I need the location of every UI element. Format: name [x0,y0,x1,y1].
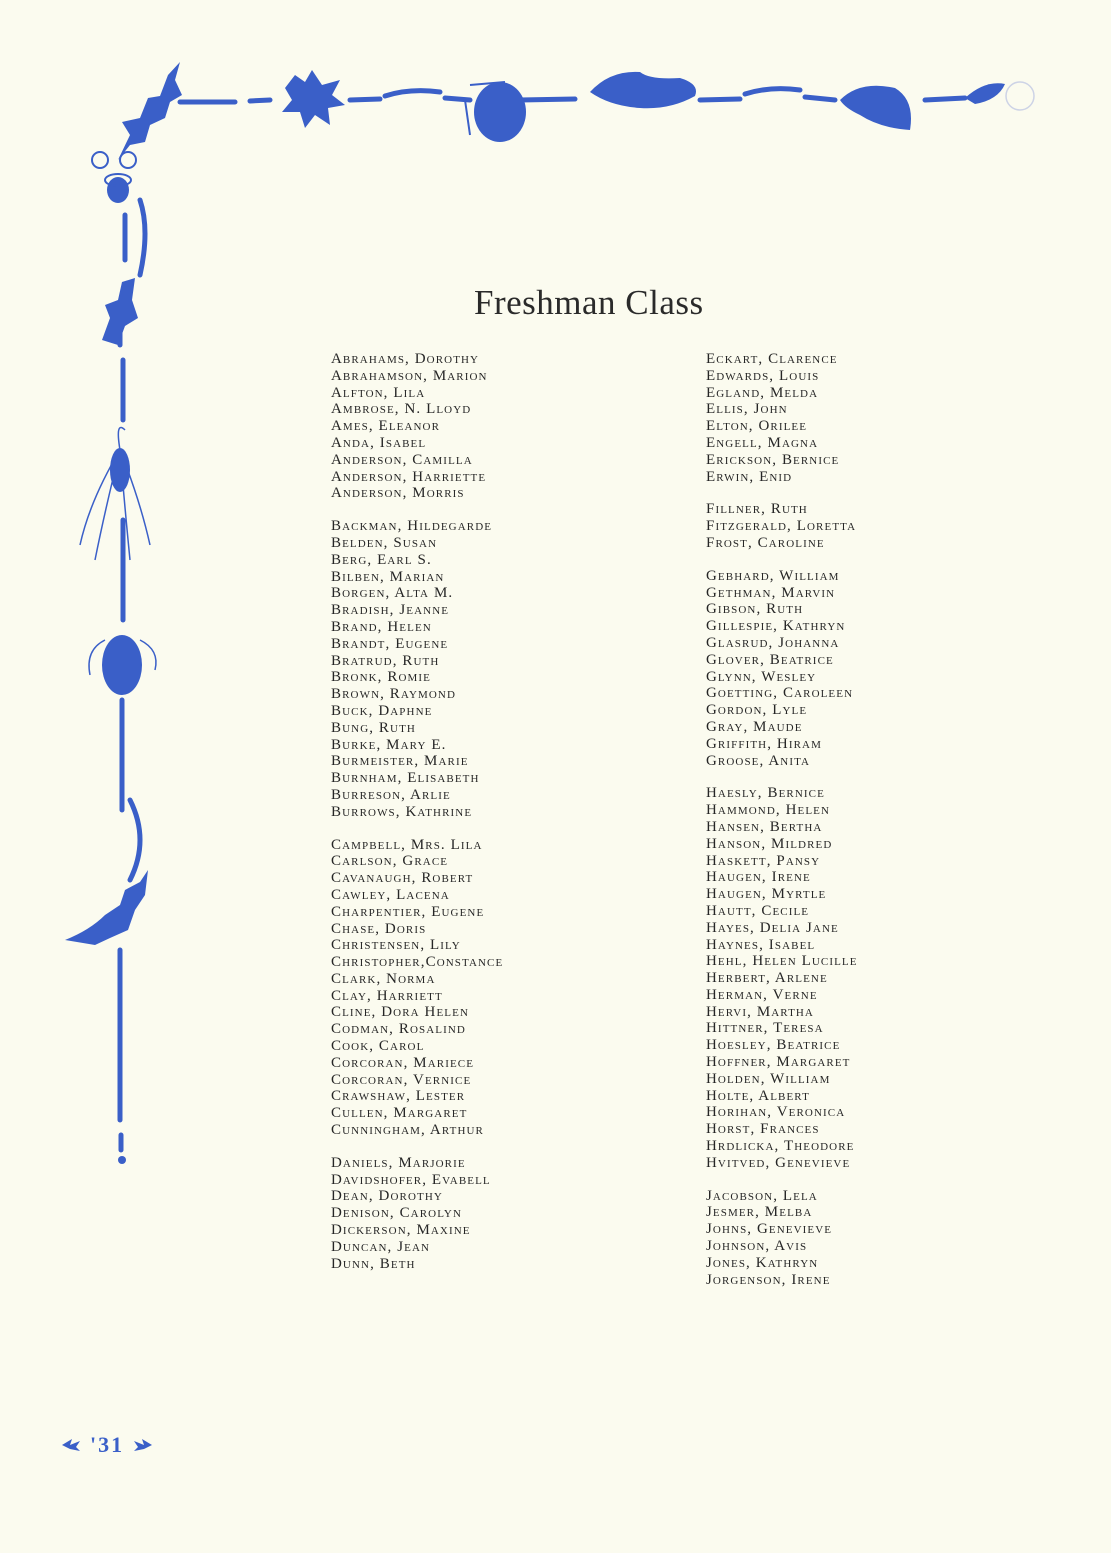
student-name: Herman, Verne [706,986,818,1003]
student-name: Duncan, Jean [331,1238,431,1255]
student-name: Chase, Doris [331,920,427,937]
seed-outline-icon [1006,82,1034,110]
student-name: Gray, Maude [706,718,803,735]
name-group-g [706,568,1036,770]
student-name: Dunn, Beth [331,1255,416,1272]
student-name: Jorgenson, Irene [706,1271,831,1288]
student-name: Glynn, Wesley [706,668,817,685]
pine-cone-icon [89,635,156,695]
student-name: Gillespie, Kathryn [706,618,846,635]
student-name: Griffith, Hiram [706,735,822,752]
student-name: Holden, William [706,1070,831,1087]
student-name: Ellis, John [706,401,788,418]
student-name: Burrows, Kathrine [331,803,473,820]
student-name: Eckart, Clarence [706,351,838,367]
student-name: Johnson, Avis [706,1238,808,1255]
name-group-e [706,351,1036,485]
name-group-b [331,518,661,820]
student-name: Abrahams, Dorothy [331,351,480,367]
student-name: Ambrose, N. Lloyd [331,401,472,418]
student-name: Hanson, Mildred [706,835,833,852]
student-name: Burmeister, Marie [331,753,469,770]
student-name: Christensen, Lily [331,937,461,954]
student-name: Jesmer, Melba [706,1204,813,1221]
student-name: Cullen, Margaret [331,1105,468,1122]
student-name: Haugen, Myrtle [706,886,827,903]
student-name: Haesly, Bernice [706,785,825,802]
student-name: Alfton, Lila [331,384,426,401]
student-name: Johns, Genevieve [706,1221,833,1238]
student-name: Daniels, Marjorie [331,1154,466,1171]
student-name: Erwin, Enid [706,468,793,485]
student-name: Hoesley, Beatrice [706,1037,841,1054]
student-name: Bronk, Romie [331,669,431,686]
name-group-f [706,501,1036,551]
student-name: Brown, Raymond [331,686,457,703]
student-name: Clark, Norma [331,970,436,987]
student-name: Horihan, Veronica [706,1104,846,1121]
student-name: Hrdlicka, Theodore [706,1138,855,1155]
student-name: Gethman, Marvin [706,584,836,601]
student-name: Crawshaw, Lester [331,1088,466,1105]
name-column-right [706,351,1036,1304]
student-name: Haugen, Irene [706,869,811,886]
student-name: Cawley, Lacena [331,886,450,903]
student-name: Cunningham, Arthur [331,1122,484,1139]
student-name: Hansen, Bertha [706,818,823,835]
student-name: Bratrud, Ruth [331,652,440,669]
student-name: Glasrud, Johanna [706,634,840,651]
student-name: Egland, Melda [706,384,819,401]
leaf-icon [840,86,911,130]
student-name: Brandt, Eugene [331,635,449,652]
maple-leaf-icon [282,70,345,128]
student-name: Bung, Ruth [331,719,416,736]
student-name: Edwards, Louis [706,367,820,384]
student-name: Hautt, Cecile [706,902,810,919]
student-name: Jacobson, Lela [706,1187,818,1204]
student-name: Fitzgerald, Loretta [706,518,857,535]
student-name: Engell, Magna [706,434,819,451]
student-name: Charpentier, Eugene [331,903,485,920]
student-name: Haynes, Isabel [706,936,816,953]
pine-cone-icon [465,82,526,142]
student-name: Campbell, Mrs. Lila [331,836,483,853]
student-name: Bradish, Jeanne [331,602,450,619]
ornament-left-icon [60,1437,82,1453]
student-name: Fillner, Ruth [706,501,808,518]
student-name: Groose, Anita [706,752,811,769]
name-column-left [331,351,661,1288]
student-name: Gebhard, William [706,567,840,584]
student-name: Goetting, Caroleen [706,685,854,702]
name-group-d [331,1155,661,1273]
name-group-a [331,351,661,502]
student-name: Anderson, Harriette [331,468,487,485]
name-group-h [706,785,1036,1171]
student-name: Haskett, Pansy [706,852,821,869]
wheat-icon [80,428,150,561]
student-name: Frost, Caroline [706,534,825,551]
student-name: Abrahamson, Marion [331,367,488,384]
student-name: Denison, Carolyn [331,1205,462,1222]
student-name: Brand, Helen [331,618,432,635]
student-name: Cline, Dora Helen [331,1004,469,1021]
end-bead-icon [118,1156,126,1164]
student-name: Belden, Susan [331,534,438,551]
name-group-c [331,837,661,1139]
student-name: Glover, Beatrice [706,651,834,668]
student-name: Jones, Kathryn [706,1254,819,1271]
student-name: Bilben, Marian [331,568,445,585]
student-name: Erickson, Bernice [706,451,840,468]
student-name: Corcoran, Mariece [331,1054,475,1071]
student-name: Dickerson, Maxine [331,1222,471,1239]
student-name: Codman, Rosalind [331,1021,466,1038]
student-name: Ames, Eleanor [331,418,441,435]
student-name: Horst, Frances [706,1121,820,1138]
student-name: Hervi, Martha [706,1003,814,1020]
student-name: Berg, Earl S. [331,551,432,568]
student-name: Gibson, Ruth [706,601,804,618]
holly-leaf-icon [118,62,182,160]
student-name: Burke, Mary E. [331,736,447,753]
page-footer [60,1432,154,1458]
student-name: Gordon, Lyle [706,702,808,719]
student-name: Carlson, Grace [331,853,449,870]
ornament-right-icon [132,1437,154,1453]
student-name: Anda, Isabel [331,434,427,451]
student-name: Elton, Orilee [706,418,808,435]
student-name: Corcoran, Vernice [331,1071,472,1088]
acorn-icon [92,152,136,203]
student-name: Burreson, Arlie [331,786,451,803]
student-name: Anderson, Camilla [331,451,473,468]
student-name: Hittner, Teresa [706,1020,824,1037]
student-name: Hvitved, Genevieve [706,1154,851,1171]
student-name: Burnham, Elisabeth [331,770,480,787]
student-name: Christopher,Constance [331,954,504,971]
seed-pod-icon [965,83,1005,104]
student-name: Herbert, Arlene [706,970,828,987]
name-group-j [706,1188,1036,1289]
footer-year: '31 [90,1432,125,1457]
student-name: Cook, Carol [331,1038,425,1055]
student-name: Anderson, Morris [331,485,465,502]
student-name: Buck, Daphne [331,702,433,719]
student-name: Hayes, Delia Jane [706,919,839,936]
student-name: Borgen, Alta M. [331,585,454,602]
student-name: Davidshofer, Evabell [331,1171,491,1188]
student-name: Hehl, Helen Lucille [706,953,858,970]
holly-leaf-icon [65,870,148,945]
page-title: Freshman Class [474,283,704,322]
student-name: Dean, Dorothy [331,1188,443,1205]
bird-icon [590,72,696,108]
student-name: Clay, Harriett [331,987,443,1004]
student-name: Hammond, Helen [706,802,831,819]
student-name: Backman, Hildegarde [331,518,493,535]
holly-leaf-icon [102,278,138,345]
student-name: Cavanaugh, Robert [331,870,474,887]
student-name: Hoffner, Margaret [706,1054,851,1071]
student-name: Holte, Albert [706,1087,810,1104]
